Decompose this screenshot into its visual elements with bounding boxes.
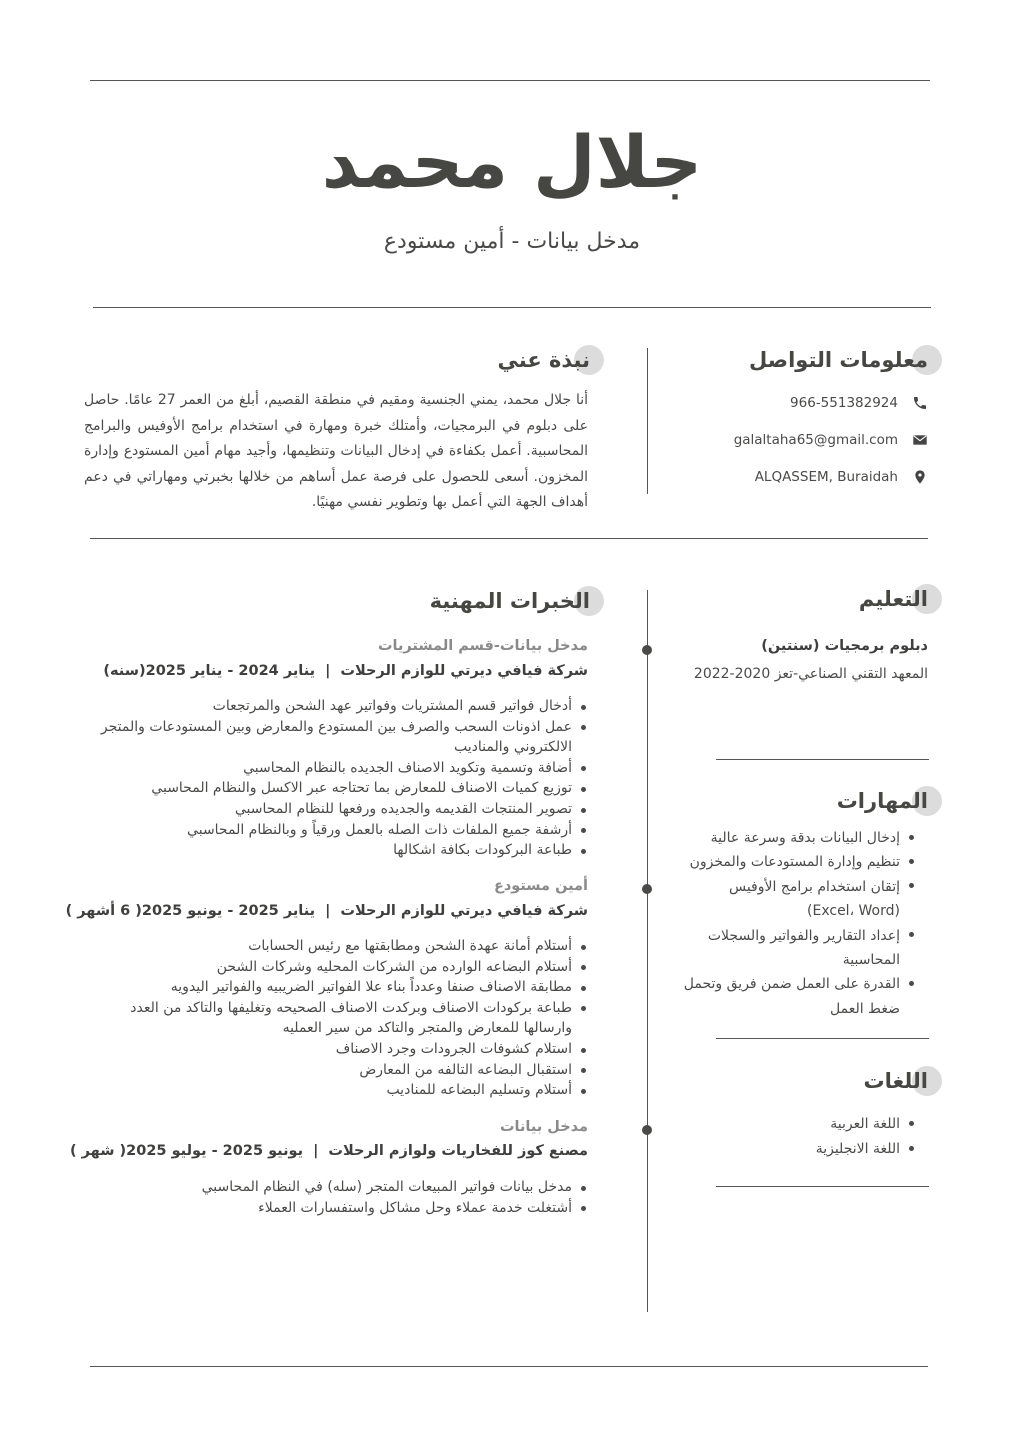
- job-task: أستلام وتسليم البضاعه للمناديب: [98, 1080, 588, 1101]
- job-task: طباعة البركودات بكافة اشكالها: [98, 840, 588, 861]
- skill-item: تنظيم وإدارة المستودعات والمخزون: [680, 850, 916, 874]
- job-task: توزيع كميات الاصناف للمعارض بما تحتاجه عبر الاكسل والنظام المحاسبي: [98, 778, 588, 799]
- job-company-line: [66, 903, 588, 919]
- about-heading: [498, 343, 590, 377]
- contact-phone[interactable]: 966-551382924: [790, 395, 898, 411]
- education-heading-text: التعليم: [858, 587, 928, 611]
- job-task: عمل اذونات السحب والصرف بين المستودع والمعارض وبين المستودعات والمتجر الالكتروني والمناديب: [98, 717, 588, 758]
- job-task: استقبال البضاعه التالفه من المعارض: [98, 1060, 588, 1081]
- job-title: مدخل بيانات - أمين مستودع: [383, 229, 641, 254]
- job-task: أدخال فواتير قسم المشتريات وفواتير عهد الشحن والمرتجعات: [98, 696, 588, 717]
- job-tasks-list: [98, 696, 588, 861]
- job-task: مطابقة الاصناف صنفا وعدداً بناء علا الفواتير الضريبيه والفواتير اليدويه: [98, 977, 588, 998]
- job-tasks-list: [98, 936, 588, 1101]
- language-item: اللغة الانجليزية: [716, 1137, 916, 1162]
- location-pin-icon: [912, 469, 928, 485]
- job-role: مدخل بيانات: [499, 1119, 588, 1135]
- job-period: يونيو 2025 - يوليو 2025( شهر ): [69, 1143, 304, 1159]
- contact-heading-text: معلومات التواصل: [749, 348, 928, 372]
- experience-heading-text: الخبرات المهنية: [429, 589, 590, 613]
- job-task: أستلام أمانة عهدة الشحن ومطابقتها مع رئيس الحسابات: [98, 936, 588, 957]
- job-task: استلام كشوفات الجرودات وجرد الاصناف: [98, 1039, 588, 1060]
- skills-heading: [837, 784, 928, 818]
- contact-phone-row: [668, 392, 928, 414]
- skill-item: إدخال البيانات بدقة وسرعة عالية: [680, 826, 916, 850]
- about-text: أنا جلال محمد، يمني الجنسية ومقيم في منطقة القصيم، أبلغ من العمر 27 عامًا. حاصل على دبلوم في البرمجيات، وأمتلك خبرة ومهارة في استخدام برامج الأوفيس والبرامج المحاسبية. أعمل بكفاءة في إدخال البيانات وتنظيمها، وأجيد مهام أمين المستودع وإدارة المخزون. أسعى للحصول على فرصة عمل أساهم من خلالها بخبرتي ومهاراتي في دعم أهداف الجهة التي أعمل بها وتطوير نفسي مهنيًا.: [84, 392, 588, 510]
- contact-email[interactable]: galaltaha65@gmail.com: [733, 432, 898, 448]
- top-rule: [90, 80, 930, 81]
- contact-location: ALQASSEM, Buraidah: [754, 469, 898, 485]
- job-period: يناير 2024 - يناير 2025(سنه): [103, 663, 316, 679]
- upper-column-divider: [647, 348, 648, 494]
- job-company: مصنع كوز للفخاريات ولوازم الرحلات: [328, 1143, 588, 1159]
- job-task: تصوير المنتجات القديمه والجديده ورفعها للنظام المحاسبي: [98, 799, 588, 820]
- separator: |: [325, 663, 331, 679]
- job-role: مدخل بيانات-قسم المشتريات: [377, 638, 588, 654]
- languages-heading: [864, 1064, 929, 1098]
- job-company: شركة فيافي ديرتي للوازم الرحلات: [340, 903, 588, 919]
- separator: |: [325, 903, 331, 919]
- header-bottom-rule: [93, 307, 931, 308]
- education-institution: المعهد التقني الصناعي-تعز 2020-2022: [693, 666, 928, 682]
- separator: |: [313, 1143, 319, 1159]
- section-divider-rule: [90, 538, 928, 539]
- person-name: جلال محمد: [321, 120, 703, 204]
- languages-heading-text: اللغات: [863, 1069, 928, 1093]
- timeline-dot: [642, 645, 652, 655]
- contact-email-row: [668, 429, 928, 451]
- contact-heading: [749, 343, 928, 377]
- job-period: يناير 2025 - يونيو 2025( 6 أشهر ): [65, 903, 316, 919]
- phone-icon: [912, 395, 928, 411]
- job-company-line: [70, 1143, 588, 1159]
- education-heading: [859, 582, 928, 616]
- skill-item: إعداد التقارير والفواتير والسجلات المحاسبية: [680, 924, 916, 973]
- job-task: أضافة وتسمية وتكويد الاصناف الجديده بالنظام المحاسبي: [98, 758, 588, 779]
- timeline-dot: [642, 884, 652, 894]
- job-task: أرشفة جميع الملفات ذات الصله بالعمل ورقياً و وبالنظام المحاسبي: [98, 820, 588, 841]
- job-task: أستلام البضاعه الوارده من الشركات المحليه وشركات الشحن: [98, 957, 588, 978]
- job-role: أمين مستودع: [493, 878, 588, 894]
- languages-list: [716, 1112, 916, 1162]
- footer-rule: [90, 1366, 928, 1367]
- skill-item: القدرة على العمل ضمن فريق وتحمل ضغط العمل: [680, 972, 916, 1021]
- skill-item: إتقان استخدام برامج الأوفيس (Excel، Word): [680, 875, 916, 924]
- mail-icon: [912, 432, 928, 448]
- language-item: اللغة العربية: [716, 1112, 916, 1137]
- job-task: أشتغلت خدمة عملاء وحل مشاكل واستفسارات العملاء: [98, 1198, 588, 1219]
- skills-list: [680, 826, 916, 1021]
- skills-heading-text: المهارات: [836, 789, 928, 813]
- job-company: شركة فيافي ديرتي للوازم الرحلات: [340, 663, 588, 679]
- about-heading-text: نبذة عني: [497, 348, 590, 372]
- timeline-dot: [642, 1125, 652, 1135]
- job-tasks-list: [98, 1177, 588, 1218]
- experience-heading: [430, 584, 590, 618]
- languages-rule: [716, 1186, 929, 1187]
- education-rule: [716, 759, 929, 760]
- job-company-line: [103, 663, 588, 679]
- timeline-line: [647, 590, 648, 1312]
- job-task: طباعة بركودات الاصناف وبركدت الاصناف الصحيحه وتغليفها والتاكد من العدد وارسالها للمعارض والمتجر والتاكد من سير العمليه: [98, 998, 588, 1039]
- skills-rule: [716, 1038, 929, 1039]
- education-degree: دبلوم برمجيات (سنتين): [761, 638, 928, 654]
- job-task: مدخل بيانات فواتير المبيعات المتجر (سله) في النظام المحاسبي: [98, 1177, 588, 1198]
- contact-location-row: [668, 466, 928, 488]
